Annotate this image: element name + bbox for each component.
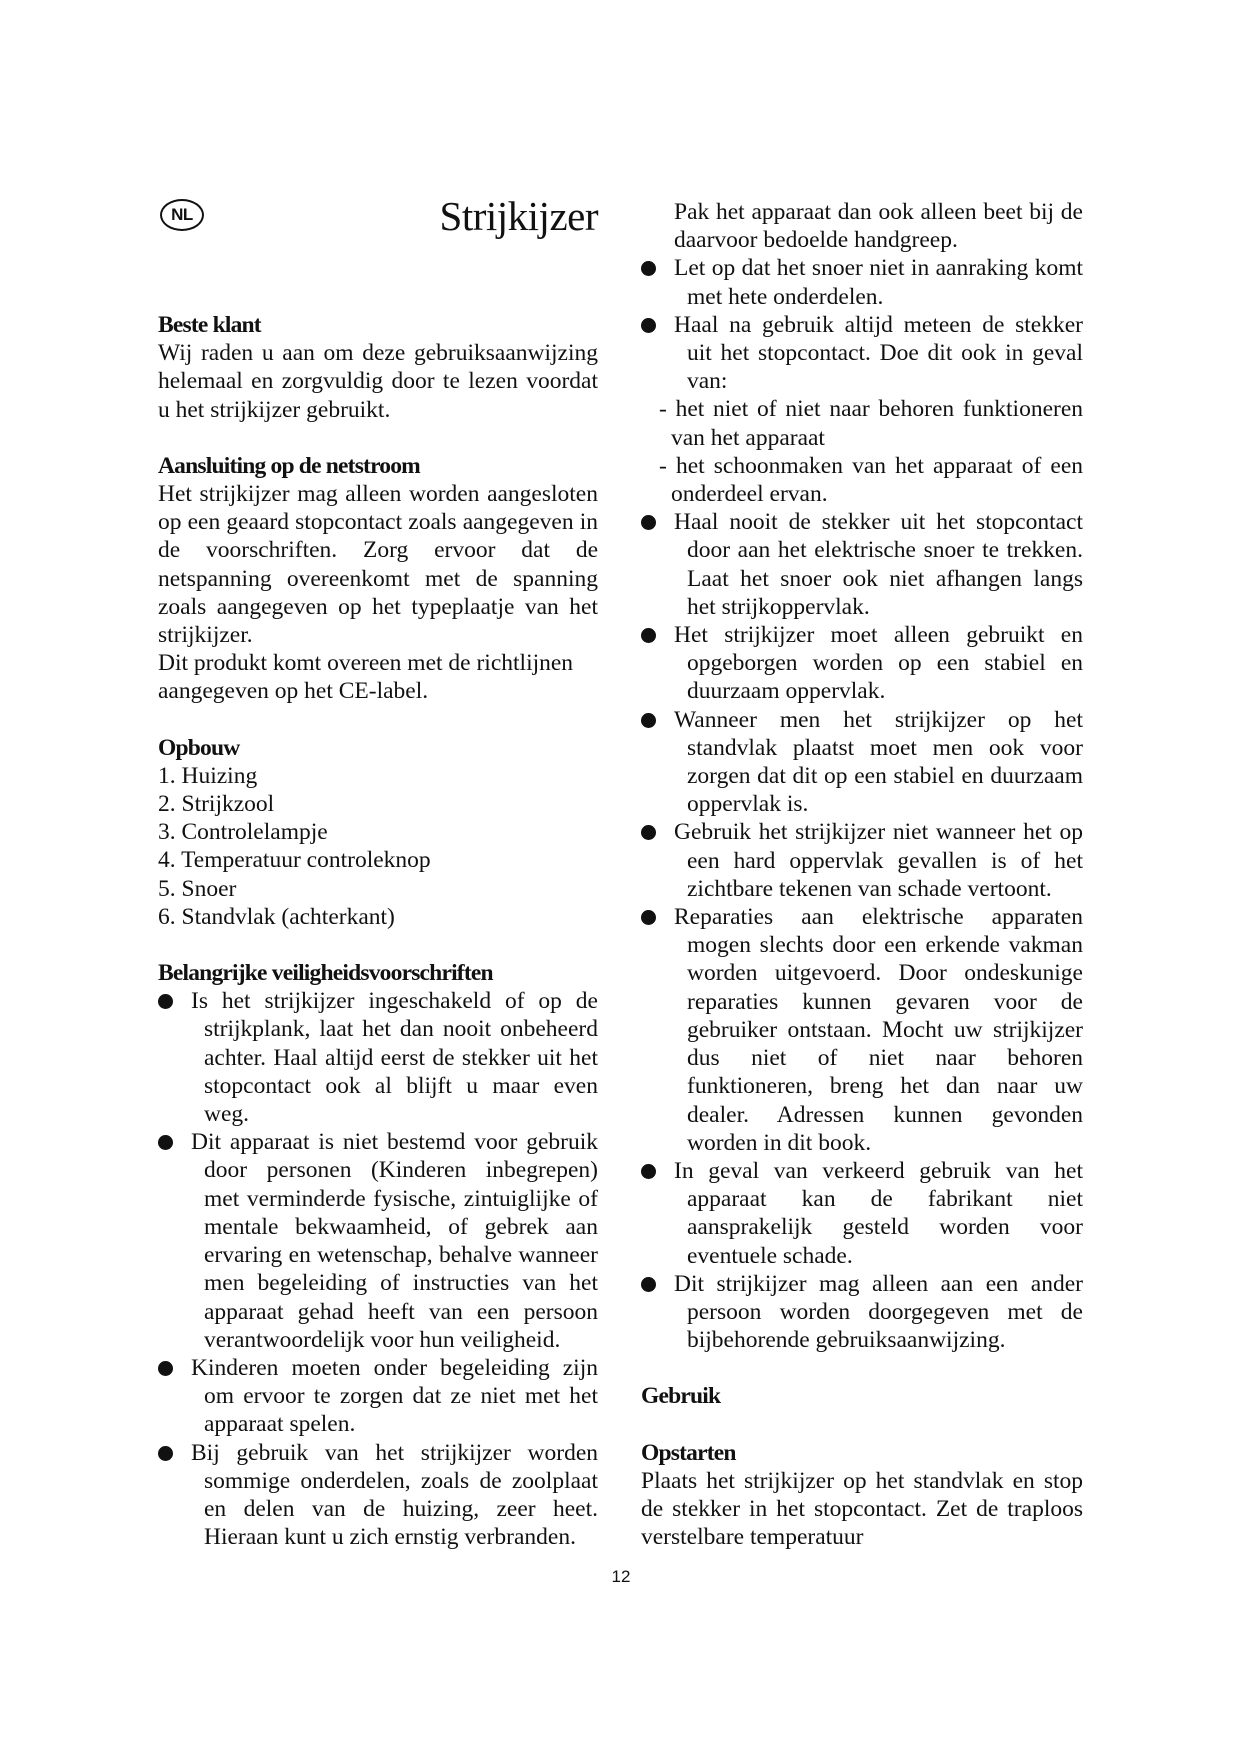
paragraph-connection: Het strijkijzer mag alleen worden aangesloten op een geaard stopcontact zoals aangegeven in de voorschriften. Zorg ervoor dat de netspanning overeenkomt met de spanning zoals aangegeven op het typeplaatje van het strijkijzer. <box>158 481 598 649</box>
paragraph-continued: Pak het apparaat dan ook alleen beet bij de daarvoor bedoelde handgreep. <box>674 199 1083 254</box>
safety-item-text: Haal nooit de stekker uit het stopcontact door aan het elektrische snoer te trekken. Laat het snoer ook niet afhangen langs het strijkoppervlak. <box>674 509 1083 620</box>
heading-use: Gebruik <box>641 1383 721 1410</box>
bullet-icon <box>641 825 656 840</box>
safety-list-item <box>641 706 1083 819</box>
bullet-icon <box>641 515 656 530</box>
paragraph-start: Plaats het strijkijzer op het standvlak en stop de stekker in het stopcontact. Zet de traploos verstelbare temperatuur <box>641 1467 1083 1551</box>
bullet-icon <box>641 261 656 276</box>
bullet-icon <box>158 994 173 1009</box>
safety-item-text: Het strijkijzer moet alleen gebruikt en opgeborgen worden op een stabiel en duurzaam oppervlak. <box>674 622 1083 705</box>
heading-safety: Belangrijke veiligheidsvoorschriften <box>158 960 493 987</box>
safety-item-text: Reparaties aan elektrische apparaten mogen slechts door een erkende vakman worden uitgevoerd. Door ondeskunige reparaties kunnen gevaren voor de gebruiker ontstaan. Mocht uw strijkijzer dus niet of niet naar behoren funktioneren, breng het dan naar uw dealer. Adressen kunnen gevonden worden in dit book. <box>674 904 1083 1156</box>
paragraph-ce-label: Dit produkt komt overeen met de richtlijnen aangegeven op het CE-label. <box>158 650 574 705</box>
safety-list-item <box>641 311 1083 396</box>
safety-list-item <box>641 254 1083 310</box>
dash-item: - het niet of niet naar behoren funktioneren van het apparaat <box>659 396 1083 451</box>
bullet-icon <box>641 1164 656 1179</box>
bullet-icon <box>158 1446 173 1461</box>
safety-list-item <box>641 621 1083 706</box>
safety-item-text: Dit apparaat is niet bestemd voor gebruik door personen (Kinderen inbegrepen) met verminderde fysische, zintuiglijke of mentale bekwaamheid, of gebrek aan ervaring en wetenschap, behalve wanneer men begeleiding of instructies van het apparaat gehad heeft van een persoon verantwoordelijk voor hun veiligheid. <box>191 1129 598 1353</box>
right-column-content <box>641 198 1083 1551</box>
safety-list-item <box>641 1270 1083 1355</box>
bullet-icon <box>158 1361 173 1376</box>
safety-list-item <box>641 1157 1083 1270</box>
build-item: 1. Huizing <box>158 762 258 789</box>
heading-start: Opstarten <box>641 1439 736 1466</box>
heading-connection: Aansluiting op de netstroom <box>158 452 420 479</box>
build-item: 6. Standvlak (achterkant) <box>158 903 395 930</box>
safety-item-text: Is het strijkijzer ingeschakeld of op de strijkplank, laat het dan nooit onbeheerd achter. Haal altijd eerst de stekker uit het stopcontact ook al blijft u maar even weg. <box>191 988 598 1128</box>
bullet-icon <box>158 1135 173 1150</box>
bullet-icon <box>641 318 656 333</box>
build-item: 5. Snoer <box>158 875 237 902</box>
page-number: 12 <box>611 1567 631 1586</box>
bullet-icon <box>641 628 656 643</box>
bullet-icon <box>641 910 656 925</box>
safety-item-text: Let op dat het snoer niet in aanraking komt met hete onderdelen. <box>674 255 1083 310</box>
safety-item-text: Bij gebruik van het strijkijzer worden sommige onderdelen, zoals de zoolplaat en delen van de huizing, zeer heet. Hieraan kunt u zich ernstig verbranden. <box>191 1439 598 1551</box>
build-item: 4. Temperatuur controleknop <box>158 847 431 874</box>
safety-item-text: Dit strijkijzer mag alleen aan een ander persoon worden doorgegeven met de bijbehorende gebruiksaanwijzing. <box>674 1270 1083 1354</box>
safety-item-text: Gebruik het strijkijzer niet wanneer het op een hard oppervlak gevallen is of het zichtbare tekenen van schade vertoont. <box>674 819 1083 902</box>
safety-item-text: In geval van verkeerd gebruik van het apparaat kan de fabrikant niet aansprakelijk gesteld worden voor eventuele schade. <box>674 1157 1083 1269</box>
safety-list-item <box>158 987 598 1128</box>
heading-dear-customer: Beste klant <box>158 312 261 338</box>
heading-build: Opbouw <box>158 734 240 761</box>
paragraph-dear-customer: Wij raden u aan om deze gebruiksaanwijzing helemaal en zorgvuldig door te lezen voordat u het strijkijzer gebruikt. <box>158 340 598 423</box>
safety-list-item <box>158 1439 598 1552</box>
page-title: Strijkijzer <box>439 193 598 239</box>
dash-item: - het schoonmaken van het apparaat of een onderdeel ervan. <box>659 452 1083 508</box>
safety-item-text: Wanneer men het strijkijzer op het standvlak plaatst moet men ook voor zorgen dat dit op een stabiel en duurzaam oppervlak is. <box>674 706 1083 818</box>
safety-item-text: Haal na gebruik altijd meteen de stekker uit het stopcontact. Doe dit ook in geval van: <box>674 311 1083 395</box>
safety-list-item <box>641 903 1083 1157</box>
bullet-icon <box>641 1277 656 1292</box>
safety-list-item <box>158 1128 598 1354</box>
safety-list-item <box>641 508 1083 621</box>
safety-list-item <box>158 1354 598 1439</box>
build-item: 3. Controlelampje <box>158 819 328 846</box>
language-badge: NL <box>160 199 204 231</box>
section-dear-customer <box>158 311 598 1551</box>
build-item: 2. Strijkzool <box>158 791 275 818</box>
bullet-icon <box>641 713 656 728</box>
safety-list-item <box>641 818 1083 903</box>
safety-item-text: Kinderen moeten onder begeleiding zijn om ervoor te zorgen dat ze niet met het apparaat spelen. <box>191 1354 598 1438</box>
